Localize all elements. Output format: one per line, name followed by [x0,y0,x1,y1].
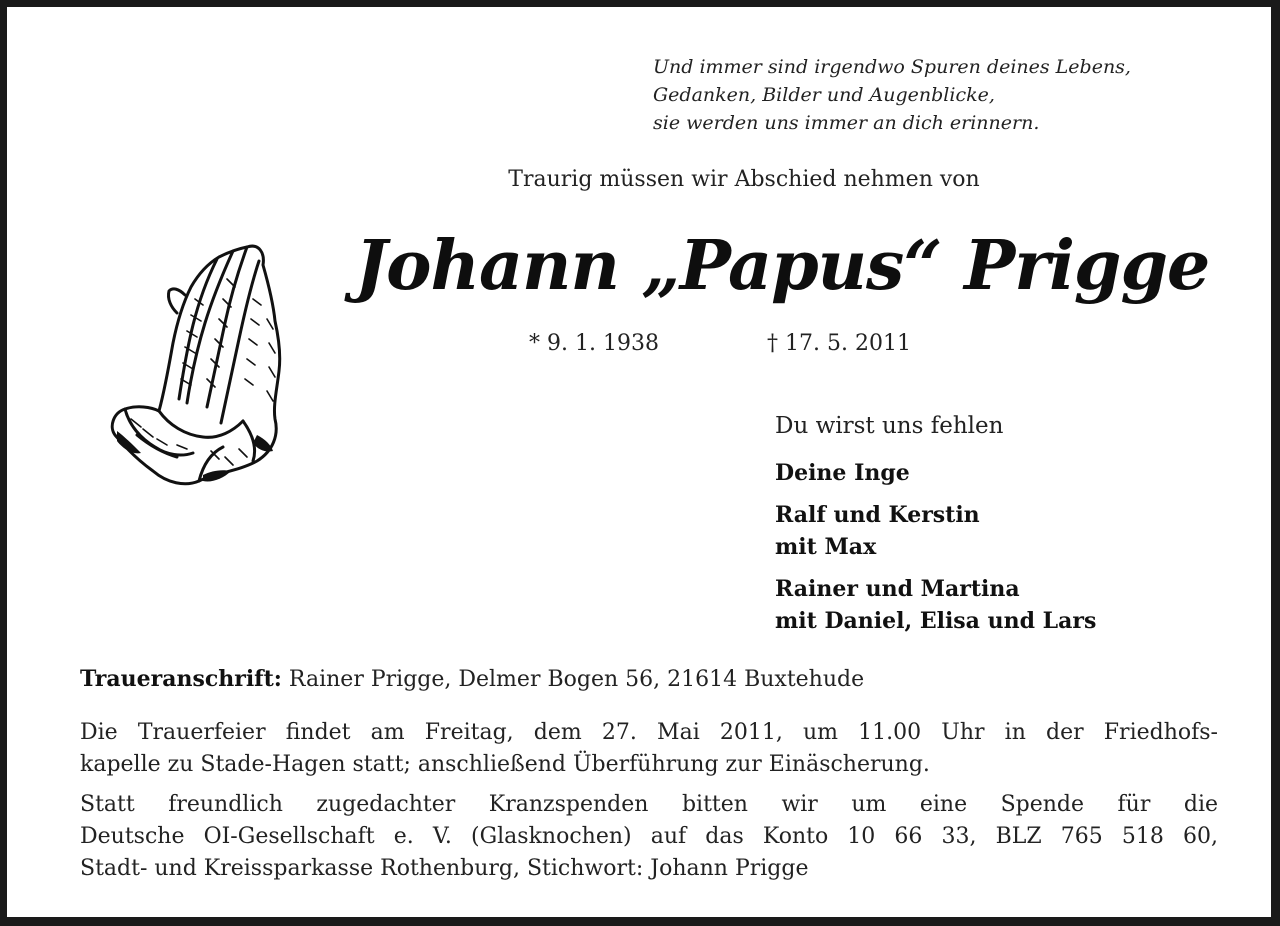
family-member: Deine Inge [775,460,910,486]
address-label: Traueranschrift: [80,666,282,692]
intro-line [7,167,1280,192]
family-member: Rainer und Martina [775,576,1020,602]
donation-paragraph [80,789,1218,885]
deceased-name: Johann „Papus“ Prigge [355,226,1210,306]
paragraph-line: Deutsche OI-Gesellschaft e. V. (Glasknochen) auf das Konto 10 66 33, BLZ 765 518 60, [80,824,1218,849]
motto-poem [653,53,1131,137]
closing-line: Du wirst uns fehlen [775,413,1004,439]
paragraph-line: Stadt- und Kreissparkasse Rothenburg, Stichwort: Johann Prigge [80,856,809,881]
paragraph-line: Statt freundlich zugedachter Kranzspenden bitten wir um eine Spende für die [80,792,1218,817]
mourning-address [80,666,864,692]
family-member: mit Daniel, Elisa und Lars [775,608,1097,634]
praying-hands-icon [107,239,287,494]
paragraph-line: kapelle zu Stade-Hagen statt; anschließend Überführung zur Einäscherung. [80,752,930,777]
family-group [775,457,1096,489]
intro-text: Traurig müssen wir Abschied nehmen von [508,167,980,192]
family-group [775,573,1096,637]
motto-line: sie werden uns immer an dich erinnern. [653,112,1040,134]
death-date: † 17. 5. 2011 [767,331,911,356]
family-member: mit Max [775,534,877,560]
motto-line: Gedanken, Bilder und Augenblicke, [653,84,995,106]
motto-line: Und immer sind irgendwo Spuren deines Lebens, [653,56,1131,78]
paragraph-line: Die Trauerfeier findet am Freitag, dem 27. Mai 2011, um 11.00 Uhr in der Friedhofs- [80,720,1218,745]
family-member: Ralf und Kerstin [775,502,980,528]
family-group [775,499,1096,563]
address-value: Rainer Prigge, Delmer Bogen 56, 21614 Buxtehude [281,667,865,692]
birth-date: * 9. 1. 1938 [529,331,659,356]
family-signatures [775,457,1096,647]
ceremony-paragraph [80,717,1218,781]
